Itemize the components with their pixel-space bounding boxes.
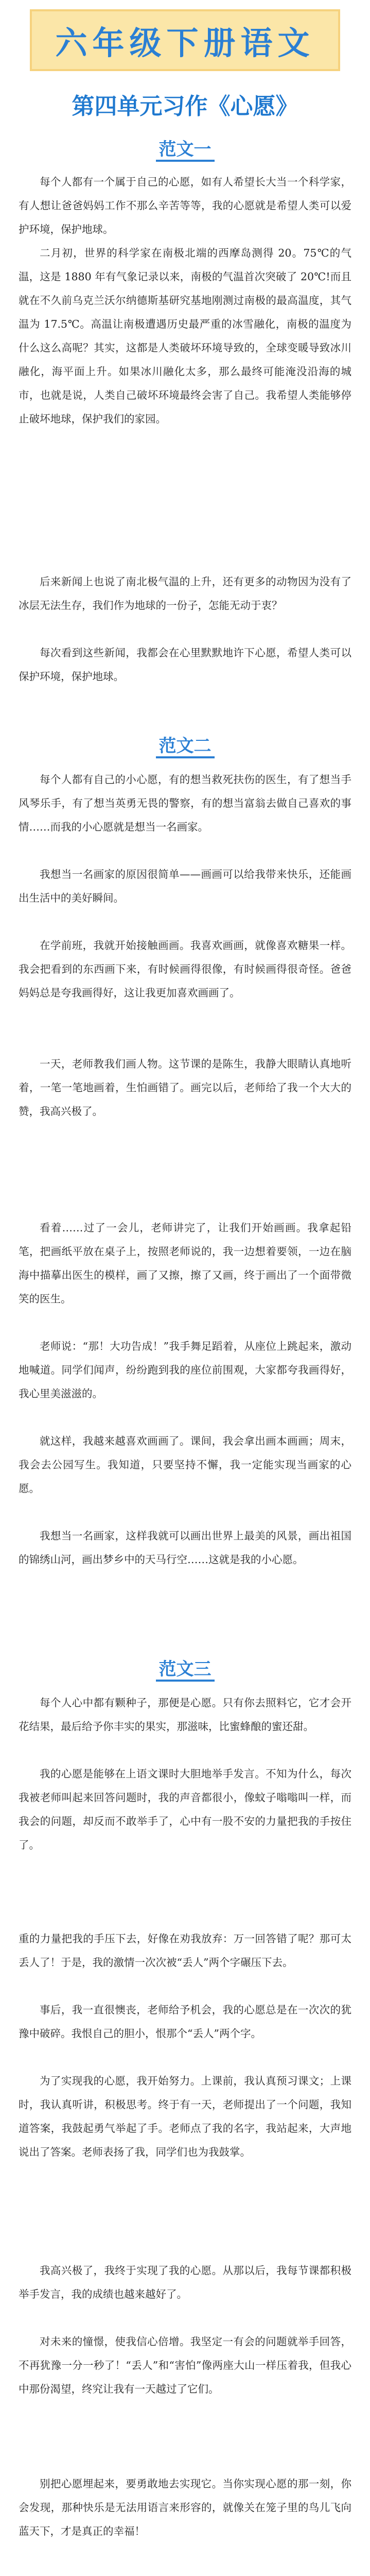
section-2-paragraph: 每个人都有自己的小心愿，有的想当救死扶伤的医生，有了想当手风琴乐手，有了想当英勇无畏的警察，有的想当富翁去做自己喜欢的事情……而我的小心愿就是想当一名画家。 xyxy=(19,773,351,833)
section-3-paragraph: 事后，我一直很懊丧，老师给予机会，我的心愿总是在一次次的犹豫中破碎。我恨自己的胆小，恨那个“丢人”两个字。 xyxy=(19,2004,351,2040)
section-2-paragraph: 老师说：“那！大功告成！”我手舞足蹈着，从座位上跳起来，激动地喊道。同学们闻声，纷纷跑到我的座位前围观，大家都夸我画得好，我心里美滋滋的。 xyxy=(19,1340,351,1400)
section-3-paragraph: 别把心愿埋起来，要勇敢地去实现它。当你实现心愿的那一刻，你会发现，那种快乐是无法用语言来形容的，就像关在笼子里的鸟儿飞向蓝天下，才是真正的幸福！ xyxy=(19,2478,351,2537)
section-title-1: 范文一 xyxy=(0,135,370,160)
section-1-paragraph: 每次看到这些新闻，我都会在心里默默地许下心愿，希望人类可以保护环境，保护地球。 xyxy=(19,647,351,683)
title-banner xyxy=(30,9,340,71)
section-2-paragraph: 看着……过了一会儿，老师讲完了，让我们开始画画。我拿起铅笔，把画纸平放在桌子上，按照老师说的，我一边想着要领，一边在脑海中描摹出医生的模样，画了又擦，擦了又画，终于画出了一个面带微笑的医生。 xyxy=(19,1222,351,1305)
section-3-paragraph: 重的力量把我的手压下去，好像在劝我放弃：万一回答错了呢？那可太丢人了！于是，我的激情一次次被“丢人”两个字碾压下去。 xyxy=(19,1933,351,1969)
page-subtitle: 第四单元习作《心愿》 xyxy=(72,93,298,120)
section-3-paragraph: 每个人心中都有颗种子，那便是心愿。只有你去照料它，它才会开花结果，最后给予你丰实的果实，那滋味，比蜜蜂酿的蜜还甜。 xyxy=(19,1697,351,1733)
section-1-paragraph: 二月初，世界的科学家在南极北端的西摩岛测得 20。75℃的气温，这是 1880 年有气象记录以来，南极的气温首次突破了 20℃!而且就在不久前乌克兰沃尔纳德斯基研究基地刚测过南极的最高温度，其气温为 17.5℃。高温让南极遭遇历史最严重的冰雪融化，南极的温度为什么这么高呢？其实，这都是人类破坏环境导致的，全球变暖导致冰川融化，海平面上升。如果冰川融化太多，那么最终可能淹没沿海的城市，也就是说，人类自己破坏环境最终会害了自己。我希望人类能够停止破坏地球，保护我们的家园。 xyxy=(19,247,351,425)
section-2-paragraph: 一天，老师教我们画人物。这节课的是陈生，我静大眼睛认真地听着，一笔一笔地画着，生怕画错了。画完以后，老师给了我一个大大的赞，我高兴极了。 xyxy=(19,1058,351,1117)
section-3-paragraph: 对未来的憧憬，使我信心倍增。我坚定一有会的问题就举手回答，不再犹豫一分一秒了！“丢人”和“害怕”像两座大山一样压着我，但我心中那份渴望，终究让我有一天越过了它们。 xyxy=(19,2335,351,2395)
section-2-paragraph: 我想当一名画家的原因很简单——画画可以给我带来快乐，还能画出生活中的美好瞬间。 xyxy=(19,868,351,904)
section-2-paragraph: 我想当一名画家，这样我就可以画出世界上最美的风景，画出祖国的锦绣山河，画出梦乡中的天马行空……这就是我的小心愿。 xyxy=(19,1530,351,1566)
section-title-3: 范文三 xyxy=(0,1655,370,1680)
page-title: 六年级下册语文 xyxy=(55,24,315,62)
section-1-paragraph: 后来新闻上也说了南北极气温的上升，还有更多的动物因为没有了冰层无法生存，我们作为地球的一份子，怎能无动于衷？ xyxy=(19,575,351,612)
section-1-paragraph: 每个人都有一个属于自己的心愿，如有人希望长大当一个科学家，有人想让爸爸妈妈工作不那么辛苦等等，我的心愿就是希望人类可以爱护环境，保护地球。 xyxy=(19,176,351,235)
section-2-paragraph: 就这样，我越来越喜欢画画了。课间，我会拿出画本画画；周末，我会去公园写生。我知道，只要坚持不懈，我一定能实现当画家的心愿。 xyxy=(19,1435,351,1495)
section-title-2: 范文二 xyxy=(0,732,370,757)
section-3-paragraph: 我的心愿是能够在上语文课时大胆地举手发言。不知为什么，每次我被老师叫起来回答问题时，我的声音都很小，像蚊子嗡嗡叫一样，而我会的问题，却反而不敢举手了，心中有一股不安的力量把我的手按住了。 xyxy=(19,1768,351,1851)
section-3-paragraph: 我高兴极了，我终于实现了我的心愿。从那以后，我每节课都积极举手发言，我的成绩也越来越好了。 xyxy=(19,2264,351,2300)
section-3-paragraph: 为了实现我的心愿，我开始努力。上课前，我认真预习课文；上课时，我认真听讲，积极思考。终于有一天，老师提出了一个问题，我知道答案，我鼓起勇气举起了手。老师点了我的名字，我站起来，大声地说出了答案。老师表扬了我，同学们也为我鼓掌。 xyxy=(19,2075,351,2158)
section-2-paragraph: 在学前班，我就开始接触画画。我喜欢画画，就像喜欢糖果一样。我会把看到的东西画下来，有时候画得很像，有时候画得很奇怪。爸爸妈妈总是夸我画得好，这让我更加喜欢画画了。 xyxy=(19,939,351,999)
